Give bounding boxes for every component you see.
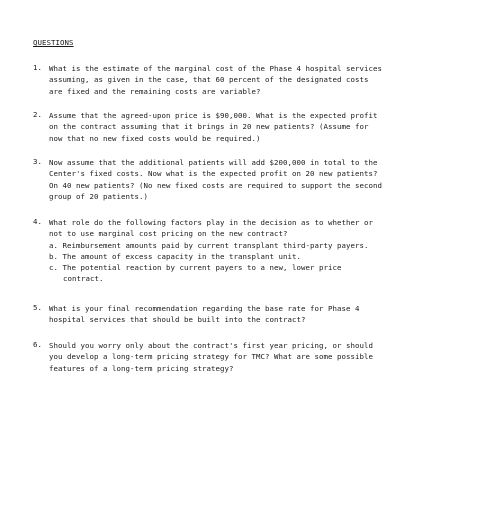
question-line: Assume that the agreed-upon price is $90,000. What is the expected profit (49, 111, 378, 120)
question-line: Now assume that the additional patients will add $200,000 in total to the (49, 158, 378, 167)
question-number: 3. (33, 157, 42, 166)
question-subitems (49, 240, 453, 285)
question-number: 2. (33, 110, 42, 119)
question-line: Center's fixed costs. Now what is the expected profit on 20 new patients? (49, 169, 378, 179)
question-text (49, 157, 453, 202)
question-line: on the contract assuming that it brings in 20 new patients? (Assume for (49, 122, 369, 132)
question-line: What role do the following factors play in the decision as to whether or (49, 218, 373, 227)
subitem-text-continued: contract. (63, 274, 104, 284)
question-2 (33, 110, 453, 144)
question-text (49, 63, 453, 97)
question-text (49, 340, 453, 374)
question-1 (33, 63, 453, 97)
question-text (49, 217, 453, 240)
question-line: What is your final recommendation regarding the base rate for Phase 4 (49, 304, 360, 313)
question-line: you develop a long-term pricing strategy for TMC? What are some possible (49, 352, 373, 362)
question-number: 1. (33, 63, 42, 72)
subitem-text: The amount of excess capacity in the transplant unit. (62, 251, 301, 261)
subitem-label: a. (49, 240, 58, 250)
question-4 (33, 217, 453, 285)
question-5 (33, 303, 453, 326)
question-line: What is the estimate of the marginal cost of the Phase 4 hospital services (49, 64, 382, 73)
subitem-text: Reimbursement amounts paid by current transplant third-party payers. (62, 240, 369, 250)
question-line: On 40 new patients? (No new fixed costs are required to support the second (49, 180, 382, 190)
question-number: 4. (33, 217, 42, 226)
question-line: now that no new fixed costs would be required.) (49, 133, 261, 143)
question-line: hospital services that should be built into the contract? (49, 315, 306, 325)
question-line: Should you worry only about the contract's first year pricing, or should (49, 341, 373, 350)
question-6 (33, 340, 453, 374)
question-line: assuming, as given in the case, that 60 percent of the designated costs (49, 75, 369, 85)
question-3 (33, 157, 453, 202)
subitem-a (49, 240, 453, 251)
question-line: group of 20 patients.) (49, 191, 148, 201)
subitem-label: c. (49, 263, 58, 273)
question-line: not to use marginal cost pricing on the new contract? (49, 229, 288, 239)
subitem-c (49, 262, 453, 273)
subitem-text: The potential reaction by current payers to a new, lower price (62, 263, 342, 273)
question-number: 6. (33, 340, 42, 349)
question-text (49, 110, 453, 144)
question-number: 5. (33, 303, 42, 312)
question-line: features of a long-term pricing strategy? (49, 363, 234, 373)
subitem-b (49, 251, 453, 262)
subitem-label: b. (49, 251, 58, 261)
question-line: are fixed and the remaining costs are variable? (49, 86, 261, 96)
question-text (49, 303, 453, 326)
questions-heading: QUESTIONS (33, 38, 74, 47)
